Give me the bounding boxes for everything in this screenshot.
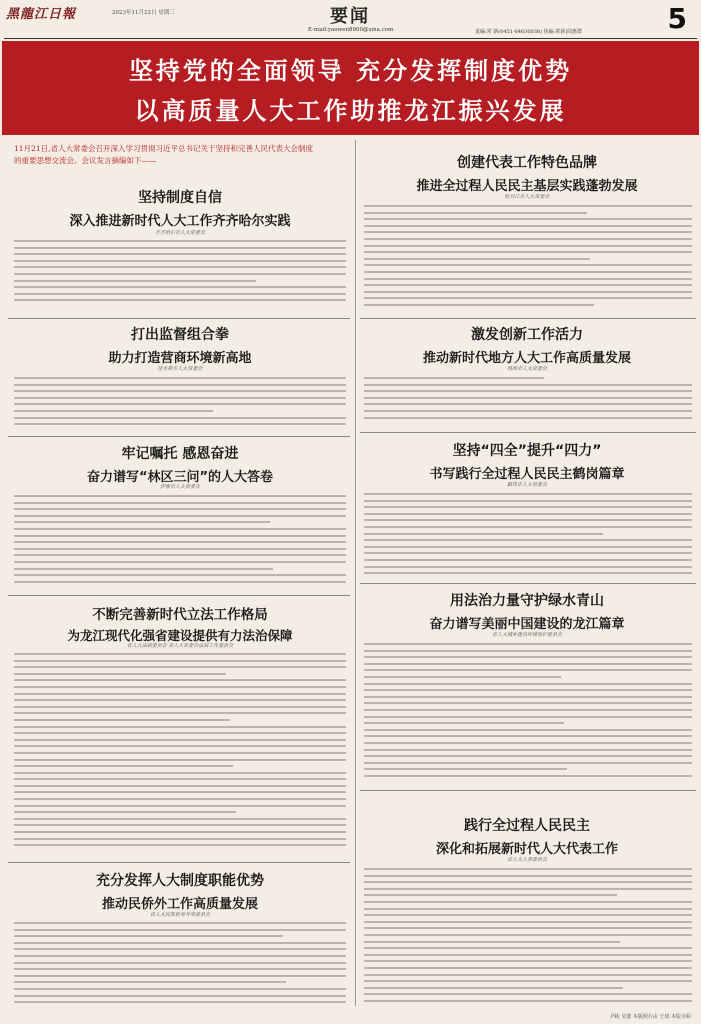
body-text-line — [14, 508, 346, 510]
article-divider — [8, 862, 350, 863]
article-3-byline: 伊春市人大常委会 — [159, 484, 200, 490]
body-text-line — [14, 699, 346, 701]
body-text-line — [364, 410, 692, 412]
body-text-line — [14, 706, 346, 708]
body-text-line — [364, 231, 692, 233]
body-text-line — [14, 410, 213, 412]
body-text-line — [14, 955, 346, 957]
body-text-line — [364, 941, 620, 943]
body-text-line — [14, 554, 346, 556]
body-text-line — [364, 506, 692, 508]
body-text-line — [364, 947, 692, 949]
body-text-line — [364, 539, 692, 541]
body-text-line — [364, 397, 692, 399]
body-text-line — [14, 1001, 346, 1003]
body-text-line — [364, 921, 692, 923]
article-3-title — [10, 443, 350, 485]
body-text-line — [364, 775, 692, 777]
article-5-body — [14, 922, 346, 1014]
body-text-line — [14, 403, 346, 405]
body-text-line — [364, 513, 692, 515]
body-text-line — [364, 669, 692, 671]
body-text-line — [14, 805, 346, 807]
banner-headline-line2: 以高质量人大工作助推龙江振兴发展 — [134, 97, 567, 125]
body-text-line — [364, 709, 692, 711]
body-text-line — [14, 844, 346, 846]
body-text-line — [14, 515, 346, 517]
body-text-line — [14, 995, 346, 997]
body-text-line — [14, 739, 346, 741]
article-4-byline: 省人大法制委员会 省人大常委会法制工作委员会 — [126, 643, 234, 649]
body-text-line — [364, 908, 692, 910]
body-text-line — [14, 838, 346, 840]
article-2-title-line1: 打出监督组合拳 — [131, 327, 229, 343]
body-text-line — [14, 778, 346, 780]
body-text-line — [364, 696, 692, 698]
article-6-body — [364, 205, 692, 315]
newspaper-logo: 黑龍江日報 — [6, 7, 77, 22]
body-text-line — [14, 712, 346, 714]
body-text-line — [14, 824, 346, 826]
article-1-byline: 齐齐哈尔市人大常委会 — [154, 230, 205, 236]
body-text-line — [364, 225, 692, 227]
body-text-line — [364, 377, 544, 379]
body-text-line — [364, 384, 692, 386]
body-text-line — [14, 791, 346, 793]
body-text-line — [14, 581, 346, 583]
page-number: 5 — [667, 2, 687, 35]
body-text-line — [14, 968, 346, 970]
section-title: 要闻 — [330, 6, 370, 27]
body-text-line — [14, 280, 256, 282]
article-8-title-line1: 坚持“四全”提升“四力” — [452, 443, 602, 459]
article-10-body — [364, 868, 692, 1008]
article-2-byline: 佳木斯市人大常委会 — [157, 366, 203, 372]
body-text-line — [364, 735, 692, 737]
body-text-line — [14, 253, 346, 255]
article-7-byline: 鸡西市人大常委会 — [506, 366, 547, 372]
body-text-line — [14, 975, 346, 977]
article-5-title-line1: 充分发挥人大制度职能优势 — [96, 873, 264, 889]
article-divider — [360, 790, 696, 791]
article-2-body — [14, 377, 346, 433]
body-text-line — [364, 987, 623, 989]
body-text-line — [14, 293, 346, 295]
body-text-line — [364, 663, 692, 665]
body-text-line — [14, 818, 346, 820]
article-6-byline: 牡丹江市人大常委会 — [504, 194, 550, 200]
article-4-title-line1: 不断完善新时代立法工作格局 — [92, 607, 268, 623]
body-text-line — [14, 574, 346, 576]
body-text-line — [14, 772, 346, 774]
body-text-line — [364, 291, 692, 293]
article-4-body — [14, 653, 346, 853]
article-10-title-line2: 深化和拓展新时代人大代表工作 — [435, 842, 618, 857]
article-3-title-line2: 奋力谱写“林区三问”的人大答卷 — [86, 470, 274, 485]
body-text-line — [364, 493, 692, 495]
body-text-line — [14, 988, 346, 990]
body-text-line — [364, 238, 692, 240]
body-text-line — [364, 927, 692, 929]
article-6-title-line2: 推进全过程人民民主基层实践蓬勃发展 — [416, 179, 638, 194]
lead-paragraph: 11月21日,省人大常委会召开深入学习贯彻习近平总书记关于坚持和完善人民代表大会制度的重要思想交流会。会议发言摘编如下—— — [14, 144, 313, 165]
body-text-line — [14, 719, 230, 721]
article-8-title — [360, 440, 694, 482]
body-text-line — [364, 742, 692, 744]
body-text-line — [364, 559, 692, 561]
body-text-line — [14, 922, 346, 924]
article-10-title — [360, 815, 694, 857]
body-text-line — [14, 266, 346, 268]
body-text-line — [14, 390, 346, 392]
article-7-body — [364, 377, 692, 429]
body-text-line — [364, 519, 692, 521]
body-text-line — [14, 962, 346, 964]
article-9-title-line2: 奋力谱写美丽中国建设的龙江篇章 — [429, 617, 625, 632]
body-text-line — [14, 942, 346, 944]
body-text-line — [364, 729, 692, 731]
body-text-line — [364, 650, 692, 652]
body-text-line — [364, 901, 692, 903]
body-text-line — [364, 403, 692, 405]
body-text-line — [14, 693, 346, 695]
body-text-line — [364, 304, 594, 306]
article-8-title-line2: 书写践行全过程人民民主鹤岗篇章 — [429, 467, 625, 482]
body-text-line — [364, 218, 692, 220]
article-2-title — [10, 324, 350, 366]
body-text-line — [364, 762, 692, 764]
body-text-line — [14, 240, 346, 242]
body-text-line — [364, 297, 692, 299]
body-text-line — [364, 881, 692, 883]
body-text-line — [364, 894, 617, 896]
column-divider — [355, 140, 356, 1006]
article-5-title-line2: 推动民侨外工作高质量发展 — [101, 897, 258, 912]
article-6-title-line1: 创建代表工作特色品牌 — [457, 155, 597, 171]
body-text-line — [14, 423, 346, 425]
body-text-line — [364, 875, 692, 877]
body-text-line — [14, 299, 346, 301]
body-text-line — [364, 656, 692, 658]
body-text-line — [14, 528, 346, 530]
body-text-line — [14, 286, 346, 288]
body-text-line — [364, 702, 692, 704]
body-text-line — [364, 768, 567, 770]
article-7-title-line2: 推动新时代地方人大工作高质量发展 — [422, 351, 631, 366]
body-text-line — [14, 521, 270, 523]
body-text-line — [364, 1000, 692, 1002]
body-text-line — [364, 278, 692, 280]
article-4-title-line2: 为龙江现代化强省建设提供有力法治保障 — [67, 628, 293, 643]
article-1-body — [14, 240, 346, 312]
article-divider — [360, 583, 696, 584]
body-text-line — [364, 888, 692, 890]
body-text-line — [364, 271, 692, 273]
article-divider — [8, 436, 350, 437]
article-3-body — [14, 495, 346, 589]
body-text-line — [14, 935, 283, 937]
body-text-line — [14, 679, 346, 681]
article-7-title — [360, 324, 694, 366]
body-text-line — [14, 929, 346, 931]
body-text-line — [14, 948, 346, 950]
body-text-line — [364, 500, 692, 502]
article-divider — [8, 318, 350, 319]
article-10-byline: 省人大人事委员会 — [506, 857, 547, 863]
article-10-title-line1: 践行全过程人民民主 — [464, 818, 590, 834]
body-text-line — [364, 205, 692, 207]
body-text-line — [364, 417, 692, 419]
body-text-line — [14, 673, 226, 675]
article-8-byline: 鹤岗市人大常委会 — [506, 482, 547, 488]
body-text-line — [364, 683, 692, 685]
body-text-line — [364, 960, 692, 962]
body-text-line — [14, 726, 346, 728]
article-9-body — [364, 643, 692, 783]
body-text-line — [364, 934, 692, 936]
body-text-line — [14, 495, 346, 497]
masthead — [0, 0, 701, 40]
article-4-title — [10, 603, 350, 644]
body-text-line — [364, 533, 603, 535]
article-divider — [360, 432, 696, 433]
body-text-line — [14, 785, 346, 787]
body-text-line — [14, 548, 346, 550]
body-text-line — [14, 981, 286, 983]
body-text-line — [14, 384, 346, 386]
body-text-line — [14, 798, 346, 800]
body-text-line — [364, 967, 692, 969]
article-2-title-line2: 助力打造营商环境新高地 — [108, 351, 252, 366]
body-text-line — [364, 526, 692, 528]
body-text-line — [14, 759, 346, 761]
body-text-line — [364, 212, 587, 214]
body-text-line — [364, 546, 692, 548]
body-text-line — [364, 251, 692, 253]
article-9-title-line1: 用法治力量守护绿水青山 — [450, 593, 604, 609]
body-text-line — [364, 993, 692, 995]
body-text-line — [364, 974, 692, 976]
body-text-line — [364, 284, 692, 286]
article-9-byline: 省人大城乡建设环境保护委员会 — [491, 632, 562, 638]
body-text-line — [14, 397, 346, 399]
article-6-title — [360, 152, 694, 194]
body-text-line — [364, 643, 692, 645]
body-text-line — [14, 745, 346, 747]
body-text-line — [364, 689, 692, 691]
masthead-rule — [4, 38, 697, 39]
article-3-title-line1: 牢记嘱托 感恩奋进 — [121, 446, 239, 462]
body-text-line — [14, 811, 236, 813]
article-5-title — [10, 870, 350, 912]
body-text-line — [14, 765, 233, 767]
body-text-line — [364, 552, 692, 554]
body-text-line — [14, 653, 346, 655]
body-text-line — [14, 541, 346, 543]
body-text-line — [364, 868, 692, 870]
body-text-line — [364, 716, 692, 718]
body-text-line — [14, 686, 346, 688]
body-text-line — [364, 722, 564, 724]
body-text-line — [364, 914, 692, 916]
body-text-line — [364, 390, 692, 392]
body-text-line — [14, 666, 346, 668]
body-text-line — [364, 749, 692, 751]
issue-date: 2023年11月22日 星期三 — [112, 10, 175, 16]
body-text-line — [14, 417, 346, 419]
body-text-line — [364, 258, 590, 260]
body-text-line — [364, 245, 692, 247]
body-text-line — [14, 561, 346, 563]
editors-line: 责编:常 新(0451-84630038) 执编:常新|周惠群 — [475, 29, 582, 35]
body-text-line — [14, 247, 346, 249]
body-text-line — [14, 660, 346, 662]
body-text-line — [364, 566, 692, 568]
body-text-line — [364, 755, 692, 757]
body-text-line — [14, 752, 346, 754]
banner-headline-line1: 坚持党的全面领导 充分发挥制度优势 — [128, 57, 573, 85]
body-text-line — [364, 572, 692, 574]
body-text-line — [14, 831, 346, 833]
section-email: E-mail:yaowen8900@sina.com — [308, 27, 394, 33]
article-7-title-line1: 激发创新工作活力 — [471, 327, 583, 343]
article-9-title — [360, 590, 694, 632]
body-text-line — [14, 377, 346, 379]
body-text-line — [14, 502, 346, 504]
article-1-title-line1: 坚持制度自信 — [138, 190, 222, 206]
body-text-line — [364, 264, 692, 266]
article-5-byline: 省人大民族侨务外事委员会 — [149, 912, 210, 918]
article-1-title-line2: 深入推进新时代人大工作齐齐哈尔实践 — [69, 214, 291, 229]
headline-banner — [2, 41, 699, 135]
article-1-title — [10, 187, 350, 229]
body-text-line — [364, 954, 692, 956]
body-text-line — [14, 535, 346, 537]
body-text-line — [364, 676, 561, 678]
body-text-line — [14, 732, 346, 734]
body-text-line — [364, 980, 692, 982]
body-text-line — [14, 568, 273, 570]
body-text-line — [14, 260, 346, 262]
body-text-line — [14, 273, 346, 275]
article-8-body — [364, 493, 692, 579]
article-divider — [8, 595, 350, 596]
footer-credits: 尹栋 吴蒙 本版照片由 王琦 本版专职 — [609, 1014, 691, 1020]
article-divider — [360, 318, 696, 319]
